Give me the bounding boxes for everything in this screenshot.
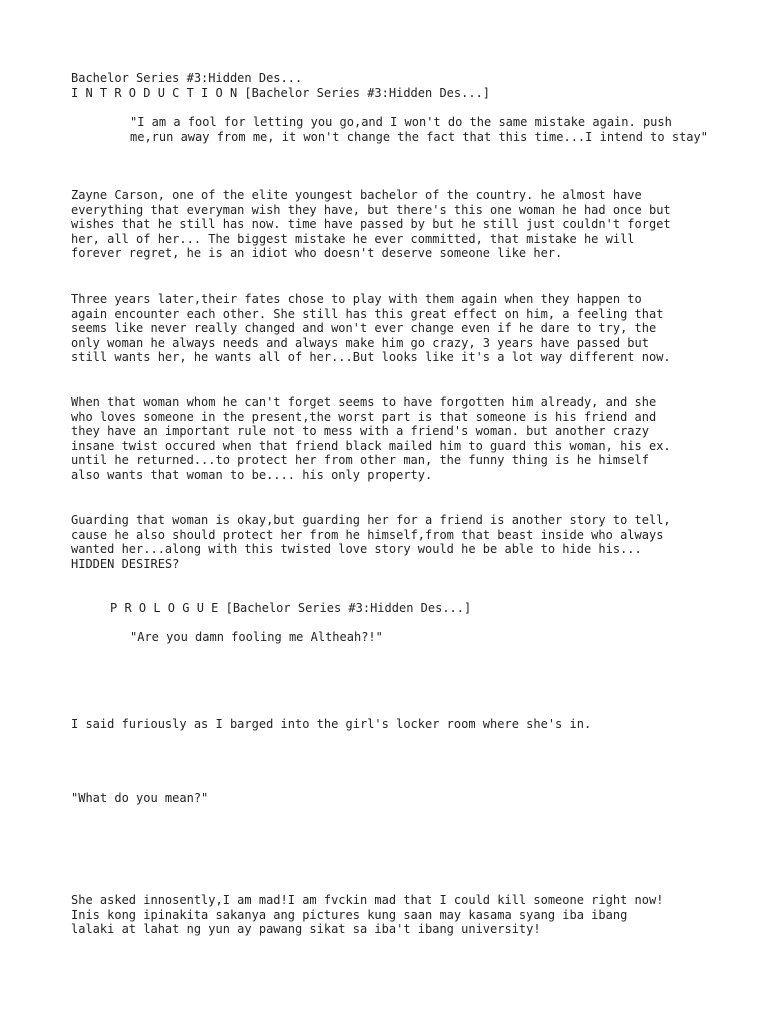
synopsis-paragraph-2: Three years later,their fates chose to play with them again when they happen to again encounter each other. She still has this great effect on him, a feeling that seems like never really changed and won't ever change even if he dare to try, the only woman he always needs and always make him go crazy, 3 years have passed but still wants her, he wants all of her...But looks like it's a lot way different now.: [71, 292, 671, 365]
prologue-line-2: "What do you mean?": [71, 791, 209, 805]
synopsis-paragraph-4: Guarding that woman is okay,but guarding her for a friend is another story to tell, cause he also should protect her from he himself,from that beast inside who always wanted her...along with this twisted love story would he be able to hide his... HIDDEN DESIRES?: [71, 513, 671, 571]
prologue-quote: "Are you damn fooling me Altheah?!": [130, 630, 383, 644]
prologue-line-3: She asked innosently,I am mad!I am fvckin mad that I could kill someone right now! Inis kong ipinakita sakanya ang pictures kung saan may kasama syang iba ibang lalaki at lahat ng yun ay pawang sikat sa iba't ibang university!: [71, 893, 664, 937]
introduction-heading: I N T R O D U C T I O N [Bachelor Series #3:Hidden Des...]: [71, 86, 491, 100]
introduction-quote: "I am a fool for letting you go,and I won't do the same mistake again. push me,run away from me, it won't change the fact that this time...I intend to stay": [130, 115, 708, 144]
synopsis-paragraph-3: When that woman whom he can't forget seems to have forgotten him already, and she who loves someone in the present,the worst part is that someone is his friend and they have an important rule not to mess with a friend's woman. but another crazy insane twist occured when that friend black mailed him to guard this woman, his ex. until he returned...to protect her from other man, the funny thing is he himself also wants that woman to be.... his only property.: [71, 395, 671, 482]
synopsis-paragraph-1: Zayne Carson, one of the elite youngest bachelor of the country. he almost have everything that everyman wish they have, but there's this one woman he had once but wishes that he still has now. time have passed by but he still just couldn't forget her, all of her... The biggest mistake he ever committed, that mistake he will forever regret, he is an idiot who doesn't deserve someone like her.: [71, 188, 671, 261]
prologue-heading: P R O L O G U E [Bachelor Series #3:Hidden Des...]: [110, 601, 472, 615]
document-title: Bachelor Series #3:Hidden Des...: [71, 71, 303, 85]
prologue-line-1: I said furiously as I barged into the girl's locker room where she's in.: [71, 717, 592, 731]
